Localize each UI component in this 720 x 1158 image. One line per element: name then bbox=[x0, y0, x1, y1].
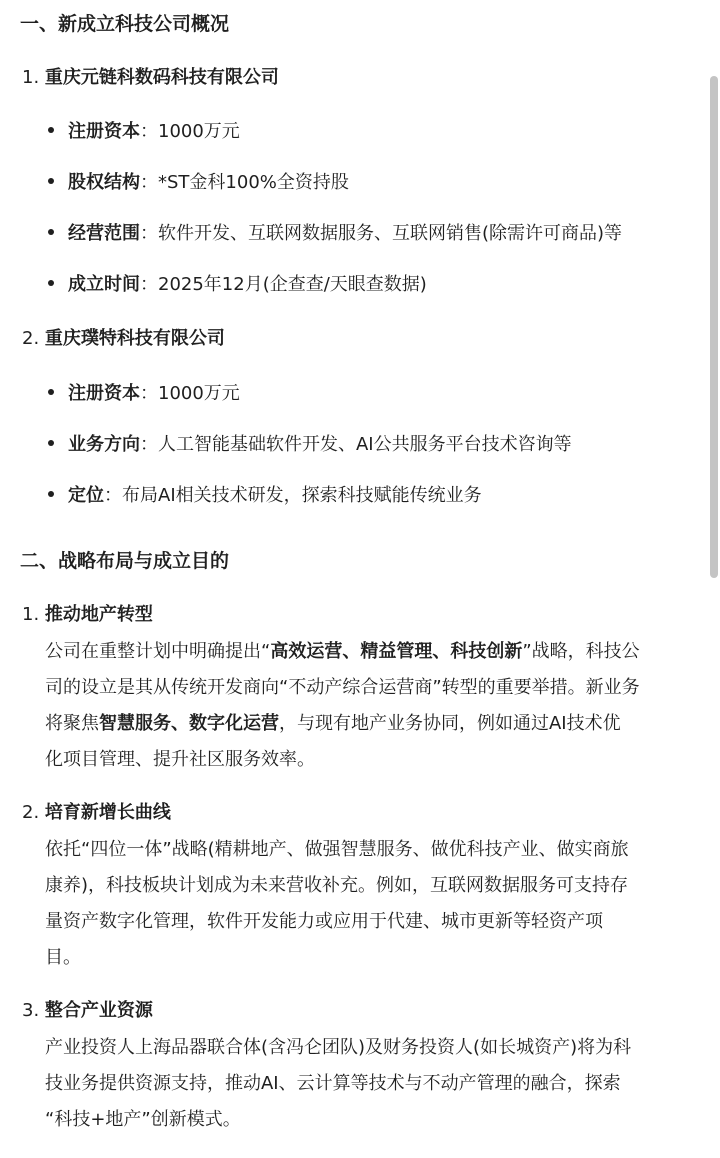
point-3-title: 整合产业资源 bbox=[44, 1000, 153, 1021]
point-3-paragraph: 产业投资人上海品器联合体(含冯仑团队)及财务投资人(如长城资产)将为科 技业务提供资源支持，推动AI、云计算等技术与不动产管理的融合，探索 “科技+地产”创新模式。 bbox=[45, 1037, 632, 1130]
list-number: 2. bbox=[22, 802, 40, 823]
section-heading-1: 一、新成立科技公司概况 bbox=[20, 13, 230, 35]
bullet-dot-icon bbox=[48, 389, 54, 395]
company-1-heading bbox=[22, 65, 279, 91]
list-item: 定位：布局AI相关技术研发，探索科技赋能传统业务 bbox=[48, 483, 482, 509]
point-1-title: 推动地产转型 bbox=[44, 604, 153, 625]
list-item: 成立时间：2025年12月(企查查/天眼查数据) bbox=[48, 272, 427, 298]
point-1-paragraph: 公司在重整计划中明确提出“高效运营、精益管理、科技创新”战略，科技公 司的设立是其从传统开发商向“不动产综合运营商”转型的重要举措。新业务 将聚焦智慧服务、数字化运营，与现有地产业务协同，例如通过AI技术优 化项目管理、提升社区服务效率。 bbox=[45, 641, 640, 770]
list-number: 2. bbox=[22, 328, 40, 349]
company-1-name: 重庆元链科数码科技有限公司 bbox=[44, 67, 279, 88]
list-item: 股权结构：*ST金科100%全资持股 bbox=[48, 170, 349, 196]
list-item: 经营范围：软件开发、互联网数据服务、互联网销售(除需许可商品)等 bbox=[48, 221, 622, 247]
point-1-heading bbox=[22, 602, 153, 628]
bullet-dot-icon bbox=[48, 491, 54, 497]
list-item: 注册资本：1000万元 bbox=[48, 119, 240, 145]
company-2-name: 重庆璞特科技有限公司 bbox=[44, 328, 225, 349]
bullet-dot-icon bbox=[48, 127, 54, 133]
bullet-dot-icon bbox=[48, 229, 54, 235]
point-2-title: 培育新增长曲线 bbox=[44, 802, 171, 823]
point-3-heading bbox=[22, 998, 153, 1024]
scrollbar-thumb[interactable] bbox=[710, 76, 718, 578]
bullet-dot-icon bbox=[48, 440, 54, 446]
list-item: 注册资本：1000万元 bbox=[48, 381, 240, 407]
list-number: 3. bbox=[22, 1000, 40, 1021]
section-heading-2: 二、战略布局与成立目的 bbox=[20, 550, 230, 572]
point-2-paragraph: 依托“四位一体”战略(精耕地产、做强智慧服务、做优科技产业、做实商旅 康养)，科技板块计划成为未来营收补充。例如，互联网数据服务可支持存 量资产数字化管理，软件开发能力或应用于代建、城市更新等轻资产项 目。 bbox=[45, 839, 629, 968]
company-2-heading bbox=[22, 326, 225, 352]
bullet-dot-icon bbox=[48, 280, 54, 286]
point-2-heading bbox=[22, 800, 171, 826]
list-number: 1. bbox=[22, 604, 40, 625]
bullet-dot-icon bbox=[48, 178, 54, 184]
list-item: 业务方向：人工智能基础软件开发、AI公共服务平台技术咨询等 bbox=[48, 432, 572, 458]
list-number: 1. bbox=[22, 67, 40, 88]
